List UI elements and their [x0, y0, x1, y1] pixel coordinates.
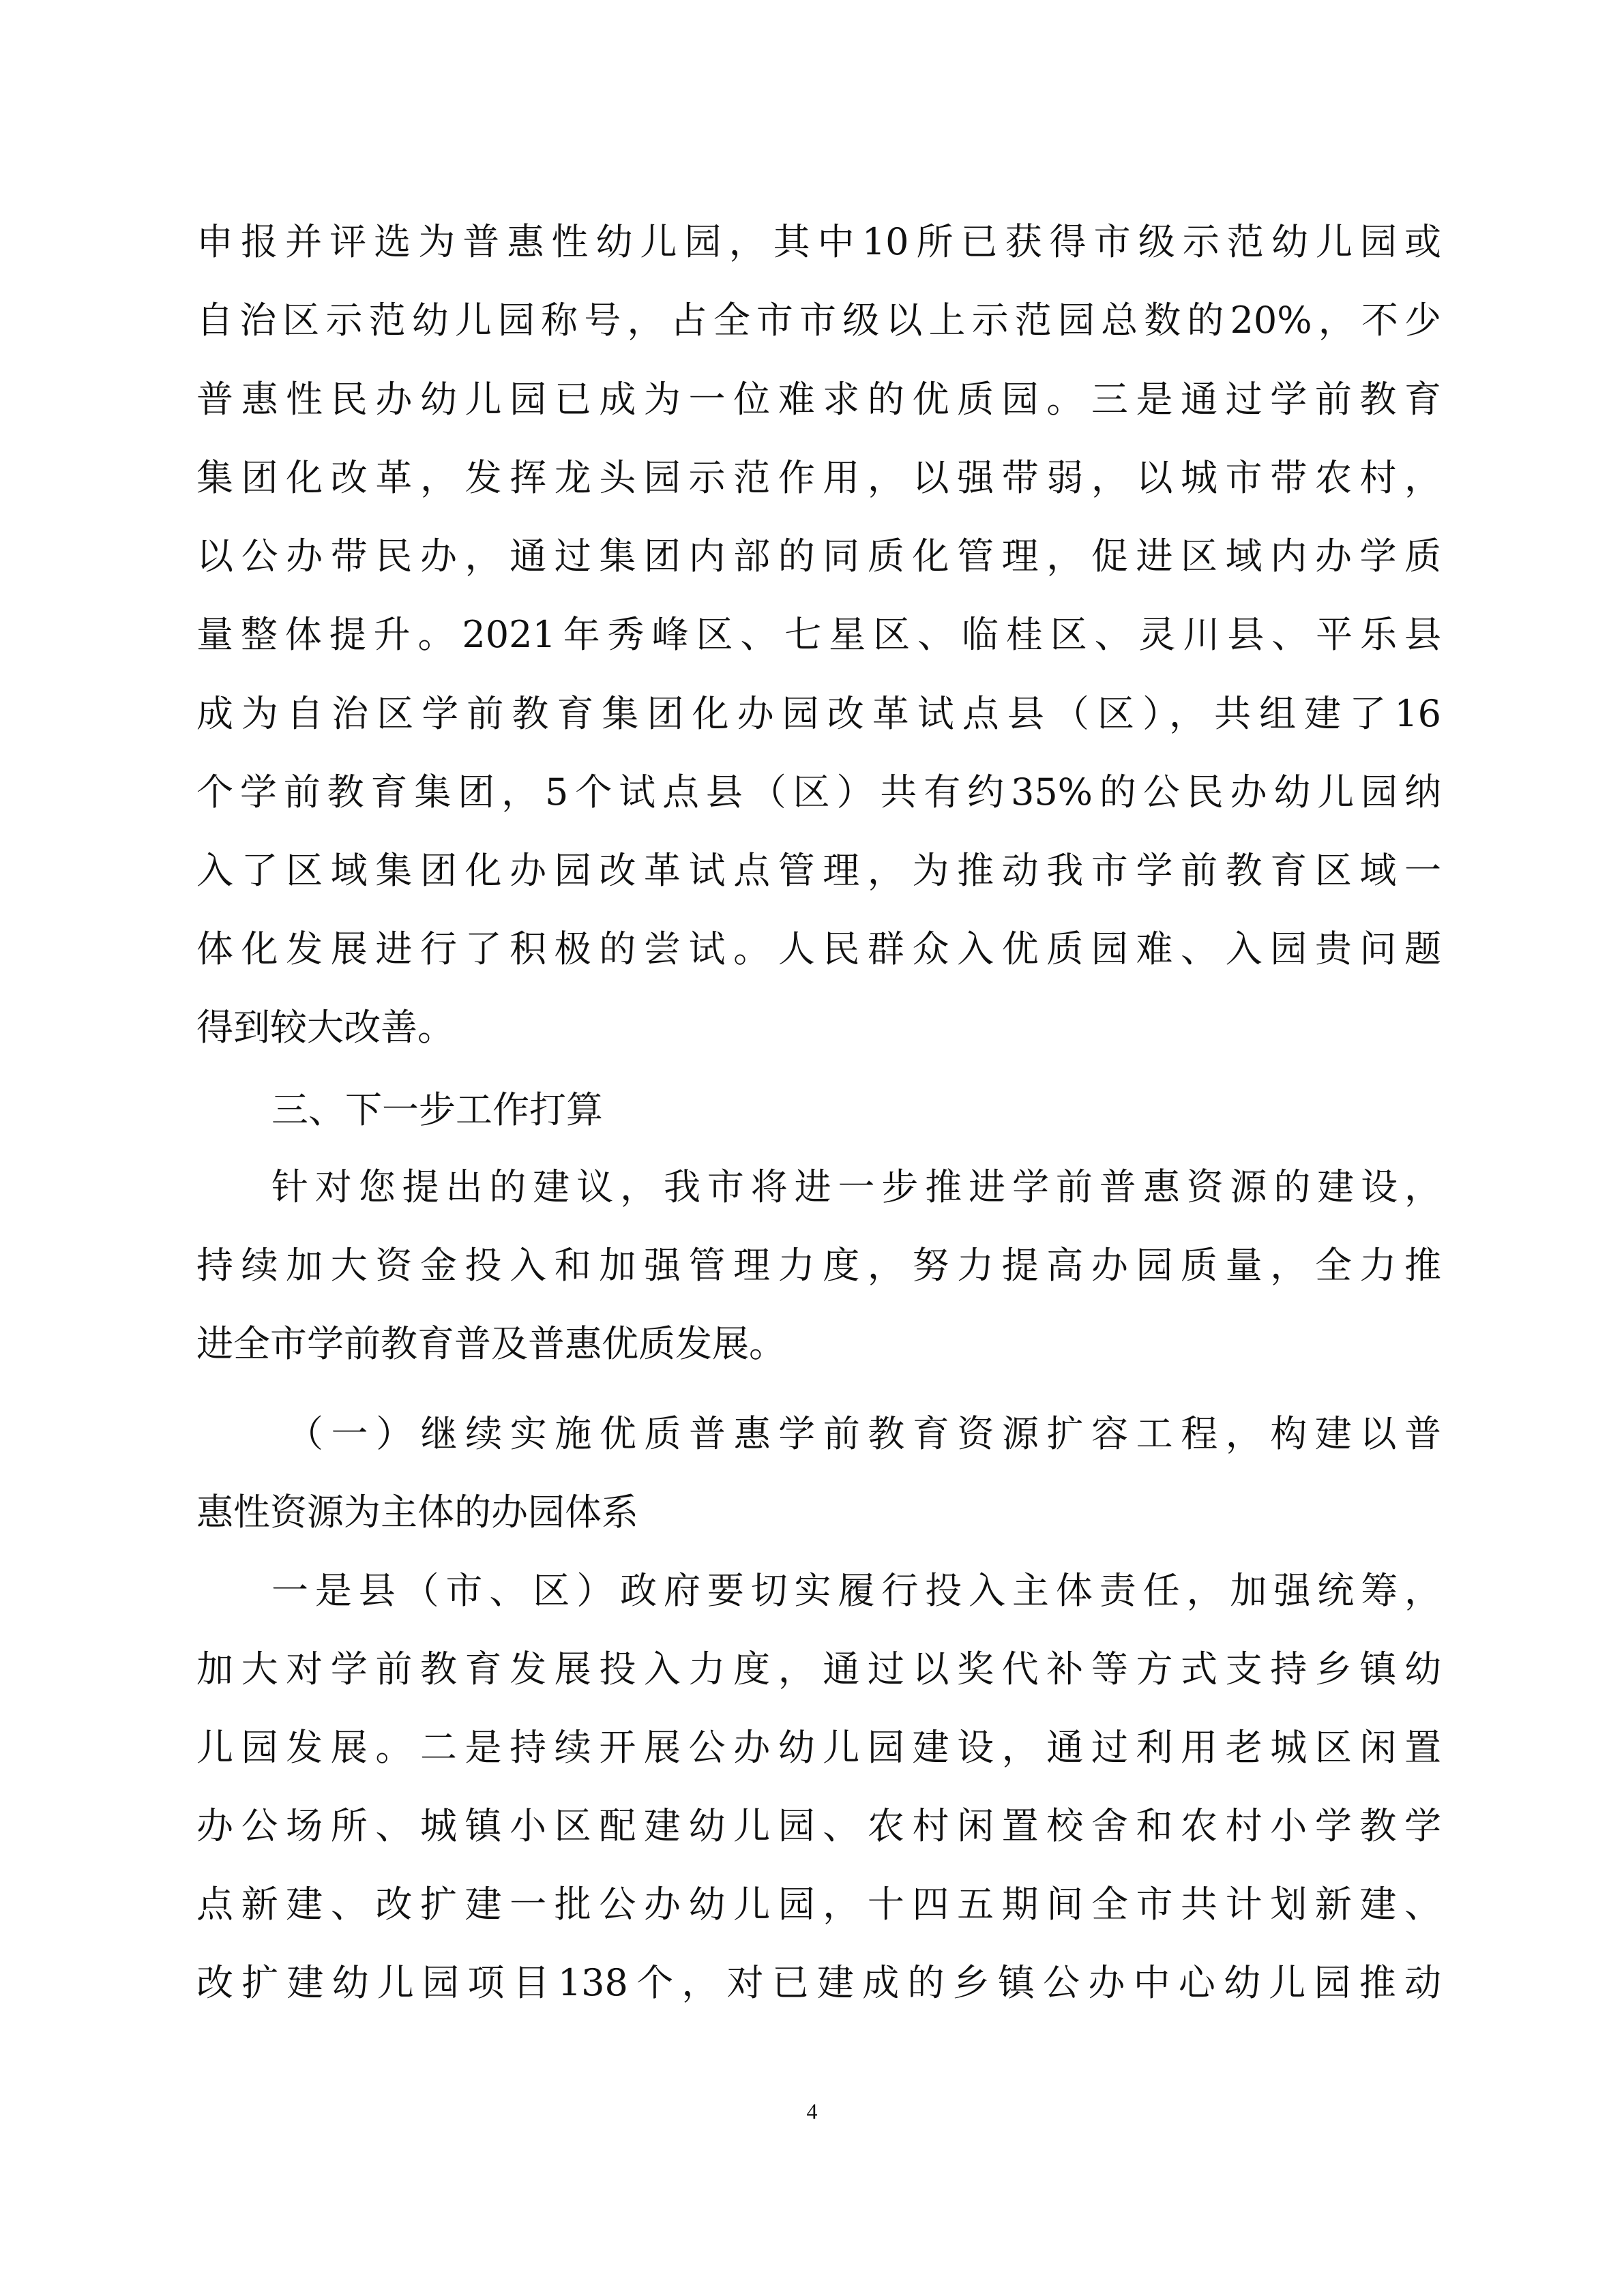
text-line: 申报并评选为普惠性幼儿园，其中10所已获得市级示范幼儿园或 — [196, 220, 1441, 263]
text-line: 个学前教育集团，5个试点县（区）共有约35%的公民办幼儿园纳 — [196, 771, 1441, 814]
subsection-heading-line: 惠性资源为主体的办园体系 — [196, 1491, 638, 1534]
subsection-heading-line: （一）继续实施优质普惠学前教育资源扩容工程，构建以普 — [286, 1412, 1441, 1455]
text-line: 普惠性民办幼儿园已成为一位难求的优质园。三是通过学前教育 — [196, 378, 1441, 421]
text-line: 以公办带民办，通过集团内部的同质化管理，促进区域内办学质 — [196, 535, 1441, 578]
text-line: 量整体提升。2021年秀峰区、七星区、临桂区、灵川县、平乐县 — [196, 613, 1441, 656]
text-line: 点新建、改扩建一批公办幼儿园，十四五期间全市共计划新建、 — [196, 1883, 1441, 1926]
text-line: 体化发展进行了积极的尝试。人民群众入优质园难、入园贵问题 — [196, 927, 1441, 970]
page-number: 4 — [806, 2099, 818, 2123]
text-line: 成为自治区学前教育集团化办园改革试点县（区），共组建了16 — [196, 692, 1441, 735]
text-line: 入了区域集团化办园改革试点管理，为推动我市学前教育区域一 — [196, 849, 1441, 892]
text-line: 持续加大资金投入和加强管理力度，努力提高办园质量，全力推 — [196, 1244, 1441, 1287]
text-line: 一是县（市、区）政府要切实履行投入主体责任，加强统筹， — [271, 1569, 1441, 1612]
text-line: 自治区示范幼儿园称号，占全市市级以上示范园总数的20%，不少 — [196, 299, 1441, 342]
text-line: 办公场所、城镇小区配建幼儿园、农村闲置校舍和农村小学教学 — [196, 1804, 1441, 1847]
text-line: 得到较大改善。 — [196, 1006, 454, 1049]
text-line: 针对您提出的建议，我市将进一步推进学前普惠资源的建设， — [271, 1165, 1441, 1208]
text-line: 加大对学前教育发展投入力度，通过以奖代补等方式支持乡镇幼 — [196, 1648, 1441, 1690]
text-line: 进全市学前教育普及普惠优质发展。 — [196, 1322, 786, 1365]
text-line: 集团化改革，发挥龙头园示范作用，以强带弱，以城市带农村， — [196, 456, 1441, 499]
section-heading: 三、下一步工作打算 — [271, 1088, 603, 1131]
text-line: 儿园发展。二是持续开展公办幼儿园建设，通过利用老城区闲置 — [196, 1726, 1441, 1769]
text-line: 改扩建幼儿园项目138个，对已建成的乡镇公办中心幼儿园推动 — [196, 1961, 1441, 2004]
